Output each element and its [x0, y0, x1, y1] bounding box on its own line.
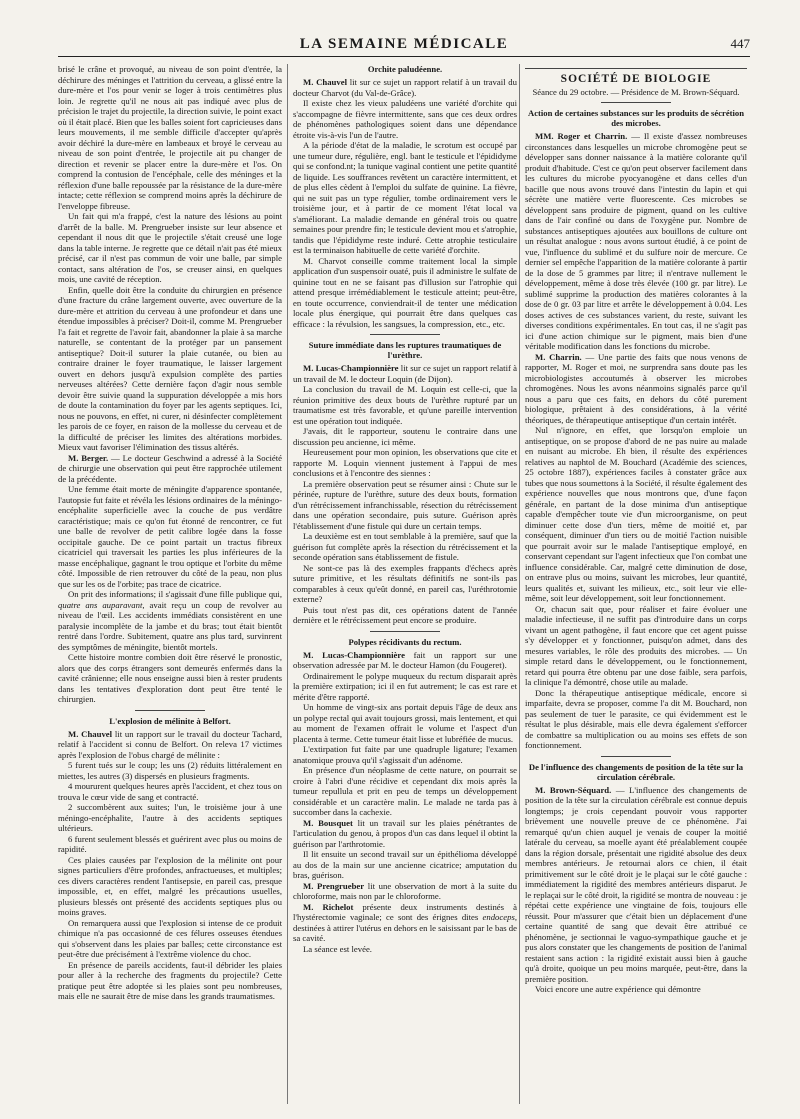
paragraph: Or, chacun sait que, pour réaliser et faire évoluer une maladie infectieuse, il ne suffit pas d'introduire dans un corps vivant un agent pathogène, il faut encore que cet agent puisse s'y développer et y fonctionner, puisqu'on admet, dans des mesures variables, le rôle des produits des microbes. — Un simple retard dans le développement, ou le fonctionnement, retard qui pourra être obtenu par une dose faible, sera parfois, la clinique l'a démontré, chose utile au malade. [525, 603, 747, 687]
paragraph [293, 881, 517, 902]
paragraph [293, 363, 517, 384]
section-divider [601, 756, 671, 757]
paragraph: La deuxième est en tout semblable à la première, sauf que la guérison fut complète après la résection du rétrécissement et la seconde opération sans établissement de fistule. [293, 531, 517, 562]
session-info: Séance du 29 octobre. — Présidence de M. Brown-Séquard. [532, 86, 740, 97]
paragraph-text: — Le docteur Geschwind a adressé à la Société de chirurgie une observation qui peut être rapprochée utilement de la précédente. [58, 452, 282, 484]
paragraph-text: , avait reçu un coup de revolver au niveau de l'œil. Les accidents immédiats consistèrent en une paralysie incomplète de la jambe et du bras; tout était bientôt rentré dans l'ordre. Subitement, quatre ans plus tard, survinrent des symptômes de méningite, bientôt mortels. [58, 599, 282, 652]
column-3 [525, 64, 747, 1104]
paragraph: 4 moururent quelques heures après l'accident, et chez tous on trouva le cœur vide de sang et contracté. [58, 781, 282, 802]
paragraph-text: lit une observation de mort à la suite du chloroforme, mais non par le chloroforme. [293, 880, 517, 901]
paragraph: La conclusion du travail de M. Loquin est celle-ci, que la réunion primitive des deux bouts de l'urèthre rupturé par un traumatisme est très favorable, et qu'une pareille intervention est une opération tout indiquée. [293, 384, 517, 426]
speaker-name: M. Brown-Séquard. [535, 784, 612, 795]
paragraph: Ne sont-ce pas là des exemples frappants d'échecs après suture primitive, et les résultats définitifs ne sont-ils pas comparables à ceux qu'eût donné, en pareil cas, l'uréthrotomie externe? [293, 562, 517, 604]
paragraph: Donc la thérapeutique antiseptique médicale, encore si imparfaite, devra se proposer, comme l'a dit M. Bouchard, non pas seulement de tuer le parasite, ce qui évidemment est le résultat le plus désirable, mais elle devra également s'efforcer de combattre sa multiplication ou au moins ses effets de son fonctionnement. [525, 687, 747, 750]
emphasis-text: quatre ans auparavant [58, 599, 143, 610]
paragraph-text: lit un travail sur les plaies pénétrantes de l'articulation du genou, à propos d'un cas dans lequel il obtint la guérison par l'arthrotomie. [293, 817, 517, 849]
section-title: De l'influence des changements de position de la tête sur la circulation cérébrale. [528, 761, 744, 782]
paragraph-text: lit sur ce sujet un rapport relatif à un travail du docteur Charvot (du Val-de-Grâce). [293, 77, 517, 98]
paragraph [525, 352, 747, 426]
paragraph: Ordinairement le polype muqueux du rectum disparait après la première extirpation; ici il en fut autrement; le cas est rare et mérite d'être rapporté. [293, 670, 517, 702]
paragraph: 6 furent seulement blessés et guérirent avec plus ou moins de rapidité. [58, 833, 282, 854]
journal-title: LA SEMAINE MÉDICALE [299, 36, 509, 52]
paragraph: Un fait qui m'a frappé, c'est la nature des lésions au point d'arrêt de la balle. M. Prengrueber insiste sur leur absence et cependant il nous dit que le projectile s'était creusé une loge dans la table interne. Je regrette que ce détail n'ait pas été mieux précisé, car il n'est pas commun de voir une balle, par simple contact, sans altération de l'os, se creuser ainsi, en quelques mois, une cavité de réception. [58, 211, 282, 284]
speaker-name: M. Chauvel [68, 728, 113, 739]
paragraph-text: présente deux instruments destinés à l'hystérectomie vaginale; ce sont des érignes dites [293, 901, 517, 922]
paragraph [525, 785, 747, 985]
paragraph [293, 650, 517, 671]
column-1 [58, 64, 282, 1104]
column-2 [293, 64, 517, 1104]
section-divider [370, 631, 440, 632]
speaker-name: M. Lucas-Championnière [303, 363, 399, 373]
paragraph: Nul n'ignore, en effet, que lorsqu'on emploie un antiseptique, on se propose d'abord de ne pas nuire au malade en nuisant au microbe. Eh bien, il résulte des expériences relatives au naphtol de M. Bouchard (Académie des sciences, 25 octobre 1887), expériences faciles à constater grâce aux tubes que nous soumettons à la Société, il résulte également des expérience nouvelles que nous montrons que, d'une façon générale, en partant de la dose minima d'un antiseptique capable d'empêcher toute vie d'un microorganisme, on peut diminuer cette dose d'un tiers, même de moitié et, par conséquent, diminuer d'un tiers ou de moitié l'action nuisible que pourrait avoir sur le malade l'antiseptique employé, en conservant cependant sur l'agent infectieux que l'on combat une influence considérable. Car, malgré cette diminution de dose, on entrave plus ou moins, suivant les microbes, leur quantité, leurs qualités et, suivant les milieux, etc., soit leur vie elle-même, soit leur développement, soit leur fonctionnement. [525, 425, 747, 603]
paragraph: M. Charvot conseille comme traitement local la simple application d'un suspensoir ouaté, puis il administre le sulfate de quinine tout en ne se faisant pas d'illusion sur l'atrophie qui attend presque irrémédiablement le testicule atteint; peut-être, en toute occurrence, conviendrait-il de tenter une médication locale plus énergique, qui pourrait être dans quelques cas efficace : la révulsion, les sangsues, la compression, etc., etc. [293, 255, 517, 329]
section-title: Suture immédiate dans les ruptures traumatiques de l'urèthre. [308, 340, 502, 360]
speaker-name: M. Charrin. [535, 351, 582, 362]
paragraph: L'extirpation fut faite par une quadruple ligature; l'examen anatomique prouva qu'il s'agissait d'un adénome. [293, 744, 517, 765]
paragraph: La première observation peut se résumer ainsi : Chute sur le périnée, rupture de l'urèthre, suture des deux bouts, formation d'un rétrécissement infranchissable, résection du rétrécissement dans une opération secondaire, puis suture. Guérison après l'établissement d'une fistule qui dure un certain temps. [293, 478, 517, 531]
paragraph: Il existe chez les vieux paludéens une variété d'orchite qui s'accompagne de fièvre intermittente, sans que ces deux ordres de phénomènes pathologiques soient dans une dépendance étroite vis-à-vis l'un de l'autre. [293, 98, 517, 140]
paragraph: Il lit ensuite un second travail sur un épithélioma développé au dos de la main sur une ancienne cicatrice; amputation du bras, guérison. [293, 849, 517, 880]
paragraph: Un homme de vingt-six ans portait depuis l'âge de deux ans un polype rectal qui avait toujours grossi, mais lentement, et qui au moment de l'examen offrait le volume et l'aspect d'un placenta à terme. Cette tumeur était lisse et lubréfiée de mucus. [293, 702, 517, 744]
emphasis-text: endoceps [482, 912, 515, 922]
paragraph: Ces plaies causées par l'explosion de la mélinite ont pour signes particuliers d'être profondes, anfractueuses, et multiples; ces divers caractères rendent l'antisepsie, en pareil cas, presque impossible, et, en effet, malgré les précautions usuelles, plusieurs blessés ont présenté des accidents septiques plus ou moins graves. [58, 854, 282, 917]
page-header [58, 30, 750, 57]
speaker-name: MM. Roger et Charrin. [535, 131, 628, 141]
paragraph: Heureusement pour mon opinion, les observations que cite et rapporte M. Loquin viennent justement à l'appui de mes conclusions et à l'encontre des siennes : [293, 447, 517, 478]
speaker-name: M. Berger. [68, 452, 109, 463]
section-title: L'explosion de mélinite à Belfort. [109, 715, 231, 726]
paragraph: En présence d'un néoplasme de cette nature, on pourrait se croire à l'abri d'une récidive et cependant dix mois après la tumeur repullula et prit en peu de temps un développement considérable et un caractère malin. Le malade ne tarda pas à succomber dans la cachexie. [293, 765, 517, 817]
paragraph-text: On prit des informations; il s'agissait d'une fille publique qui, [68, 589, 282, 599]
section-divider [601, 102, 671, 103]
section-title: Polypes récidivants du rectum. [348, 636, 462, 647]
page-number: 447 [730, 36, 750, 51]
paragraph-text: , destinées à attirer l'utérus en dehors en le saisissant par le bas de sa cavité. [293, 912, 517, 943]
paragraph [58, 453, 282, 485]
speaker-name: M. Bousquet [303, 817, 353, 828]
speaker-name: M. Chauvel [303, 77, 347, 87]
paragraph [293, 902, 517, 944]
section-divider [135, 710, 205, 711]
column-divider [519, 64, 520, 1104]
paragraph: 5 furent tués sur le coup; les uns (2) réduits littéralement en miettes, les autres (3) dispersés en plusieurs fragments. [58, 760, 282, 781]
paragraph [525, 131, 747, 352]
column-divider [287, 64, 288, 1104]
paragraph: brisé le crâne et provoqué, au niveau de son point d'entrée, la déchirure des méninges et l'attrition du cerveau, a glissé entre la dure-mère et l'os pour venir se loger à trois centimètres plus loin. Je regrette qu'il ne nous ait pas indiqué avec plus de précision le trajet du projectile, la direction suivie, le point exact où il était placé. Bien que les balles soient fort capricieuses dans leurs mouvements, il me semble difficile d'accepter qu'après avoir déchiré la dure-mère en lambeaux et broyé le cerveau au niveau de son point d'entrée, le projectile ait pu changer de direction et revenir se placer entre la dure-mère et l'os. On comprend la contusion de l'encéphale, celle des méninges et la réflexion d'une balle repoussée par la résistance de la dure-mère intacte; cette réflexion se comprend moins après la déchirure de l'enveloppe fibreuse. [58, 64, 282, 211]
paragraph: Cette histoire montre combien doit être réservé le pronostic, alors que des corps étrangers sont demeurés enfermés dans la cavité crânienne; elle nous enseigne aussi bien à rester prudents dans les tentatives d'exploration dont peut être tenté le chirurgien. [58, 652, 282, 704]
speaker-name: M. Richelot [303, 901, 354, 912]
section-title: Orchite paludéenne. [367, 64, 443, 74]
paragraph-text: — Une partie des faits que nous venons de rapporter, M. Roger et moi, ne surprendra sans doute pas les microbiologistes accoutumés à observer les microbes chromogènes. Nous les avons néanmoins signalés parce qu'il nous a paru que ces faits, en dehors du côté purement biologique, prêtaient à des considérations, à la vérité théoriques, de thérapeutique antiseptique d'un certain intérêt. [525, 351, 747, 425]
speaker-name: M. Prengrueber [303, 880, 365, 891]
paragraph: 2 succombèrent aux suites; l'un, le troisième jour à une méningo-encéphalite, l'autre à des accidents septiques ultérieurs. [58, 802, 282, 833]
paragraph [293, 77, 517, 98]
speaker-name: M. Lucas-Championnière [303, 649, 405, 660]
paragraph: Voici encore une autre expérience qui démontre [535, 984, 701, 994]
paragraph: Puis tout n'est pas dit, ces opérations datent de l'année dernière et le rétrécissement peut encore se produire. [293, 604, 517, 625]
paragraph: On remarquera aussi que l'explosion si intense de ce produit chimique n'a pas occasionné de ces félures osseuses étendues qui s'observent dans les plaies par balles; cette circonstance est peut-être due précisément à l'extrême violence du choc. [58, 917, 282, 959]
society-title: SOCIÉTÉ DE BIOLOGIE [560, 73, 712, 85]
paragraph-text: — Il existe d'assez nombreuses circonstances dans lesquelles un microbe chromogène peut se développer sans donner naissance à la matière colorante qu'il produit d'habitude. C'est ce qu'on peut observer facilement dans les cultures du microbe pyocyanogène et dans celles d'un bacille que nous avons trouvé dans l'intestin du lapin et qui sécrète une matière verte fluorescente. Ces microbes se développent sans produire de pigment, quand on les cultive dans de l'air confiné ou dans de l'oxygène pur. Nombre de substances antiseptiques ajoutées aux bouillons de culture ont un résultat analogue : nous avons surtout étudié, à ce point de vue, l'influence du sublimé et du sulfure noir de mercure. Ce dernier sel empêche l'apparition de la matière colorante à partir de la dose de 5 grammes par litre; il n'entrave nullement le développement, même à dose très élevée (100 gr. par litre). Le sublimé supprime la production des matières colorantes à la dose de 0 gr. 03 par litre et arrête le développement à 0.04. Les doses actives de ces substances varient, du reste, suivant les diverses conditions expérimentales. En tout cas, il ne s'agit pas ici d'une action chimique sur le pigment, mais bien d'une véritable modification dans les fonctions du microbe. [525, 131, 747, 351]
paragraph-text: fait un rapport sur une observation adressée par M. le docteur Hamon (du Fougeret). [293, 649, 517, 670]
paragraph-text: lit sur ce sujet un rapport relatif à un travail de M. le docteur Loquin (de Dijon). [293, 363, 517, 384]
paragraph [58, 589, 282, 652]
paragraph: Une femme était morte de méningite d'apparence spontanée, l'autopsie fut faite et révéla les lésions ordinaires de la méningo-encéphalite superficielle avec la couche de pus verdâtre caractéristique; mais ce qu'on fut étonné de rencontrer, ce fut une balle de revolver de petit calibre logée dans la fosse occipitale gauche. De ce point partait un tractus fibreux cicatriciel qui traversait les parties les plus inférieures de la masse encéphalique, gagnant le trou optique et l'orbite du même côté. Impossible de rien retrouver du côté de la peau, non plus que sur les os de l'orbite; pas trace de cicatrice. [58, 484, 282, 589]
paragraph: La séance est levée. [303, 943, 372, 954]
paragraph: A la période d'état de la maladie, le scrotum est occupé par une tumeur dure, régulière, engl. bant le testicule et l'épididyme qui se confond.nt; la tunique vaginal contient une petite quantité de liquide. Les souffrances revêtent un caractère intermittent, et de plus elles cèdent à l'emploi du sulfate de quinine. La fièvre, qui ne suit pas un type régulier, tombe ordinairement vers le troisième jour, et à partir de ce moment l'état local va s'améliorant. La maladie demande en général trois ou quatre semaines pour prendre fin; le testicule devient mou et s'atrophie, tandis que l'épididyme reste induré. Cette atrophie testiculaire est la terminaison habituelle de cette variété d'orchite. [293, 140, 517, 255]
paragraph [293, 818, 517, 850]
section-divider [370, 334, 440, 335]
section-title: Action de certaines substances sur les produits de sécrétion des microbes. [528, 108, 744, 128]
paragraph: J'avais, dit le rapporteur, soutenu le contraire dans une discussion peu ancienne, ici même. [293, 426, 517, 447]
paragraph: En présence de pareils accidents, faut-il débrider les plaies pour aller à la recherche des fragments du projectile? Cette pratique peut être adoptée si les plaies sont peu nombreuses, mais elle ne saurait être de mise dans les grands traumatismes. [58, 959, 282, 1001]
paragraph [58, 729, 282, 761]
paragraph-text: — L'influence des changements de position de la tête sur la circulation cérébrale est connue depuis longtemps; je crois cependant pouvoir vous rapporter brièvement une nouvelle preuve de ce phénomène. J'ai remarqué qu'un chien auquel je venais de couper la moitié latérale du cerveau, sa moelle ayant été préalablement coupée dans la région dorsale, présentait une rigidité absolue des deux membres antérieurs. Je retournai alors ce chien, il était primitivement sur le côté droit je le plaçai sur le côté gauche : immédiatement la rigidité des membres antérieurs disparut. Je le replaçai sur le côté droit, la rigidité se montra de nouveau : je répétai cette expérience une vingtaine de fois, toujours elle réussit. Pour m'assurer que c'était bien un déplacement d'une certaine quantité de sang que devait être attribué ce phénomène, je sectionnai le vaguo-sympathique gauche et je pus alors constater que les changements de position de l'animal restaient sans action : la rigidité existait aussi bien à gauche qu'à droite, quoique un peu moins marquée, peut-être, dans la première position. [525, 784, 747, 984]
paragraph-text: lit un rapport sur le travail du docteur Tachard, relatif à l'accident si connu de Belfort. On releva 17 victimes après l'explosion de l'obus chargé de mélinite : [58, 728, 282, 760]
paragraph: Enfin, quelle doit être la conduite du chirurgien en présence d'une fracture du crâne largement ouverte, avec ouverture de la dure-mère et attrition du cerveau à une profondeur et dans une étendue impossibles à préciser? Doit-il, comme M. Prengrueber l'a fait et regrette de l'avoir fait, abandonner la plaie à sa marche naturelle, se contentant de la protéger par un pansement antiseptique? Doit-il suturer la plaie cutanée, ou bien au contraire drainer le foyer traumatique, le laisser largement ouvert en dehors jusqu'à expulsion complète des parties nerveuses altérées? Cette dernière façon d'agir nous semble devoir être suivie quand la suppuration développée a mis hors de doute la contamination du foyer par les agents septiques. Ici, nous ne pouvons, en effet, ni curer, ni désinfecter complètement les parois de ce foyer, en raison de la mollesse du cerveau et de la difficulté de préciser les limites des altérations morbides. Mieux vaut favoriser l'élimination des tissus altérés. [58, 284, 282, 452]
section-divider [525, 68, 747, 69]
